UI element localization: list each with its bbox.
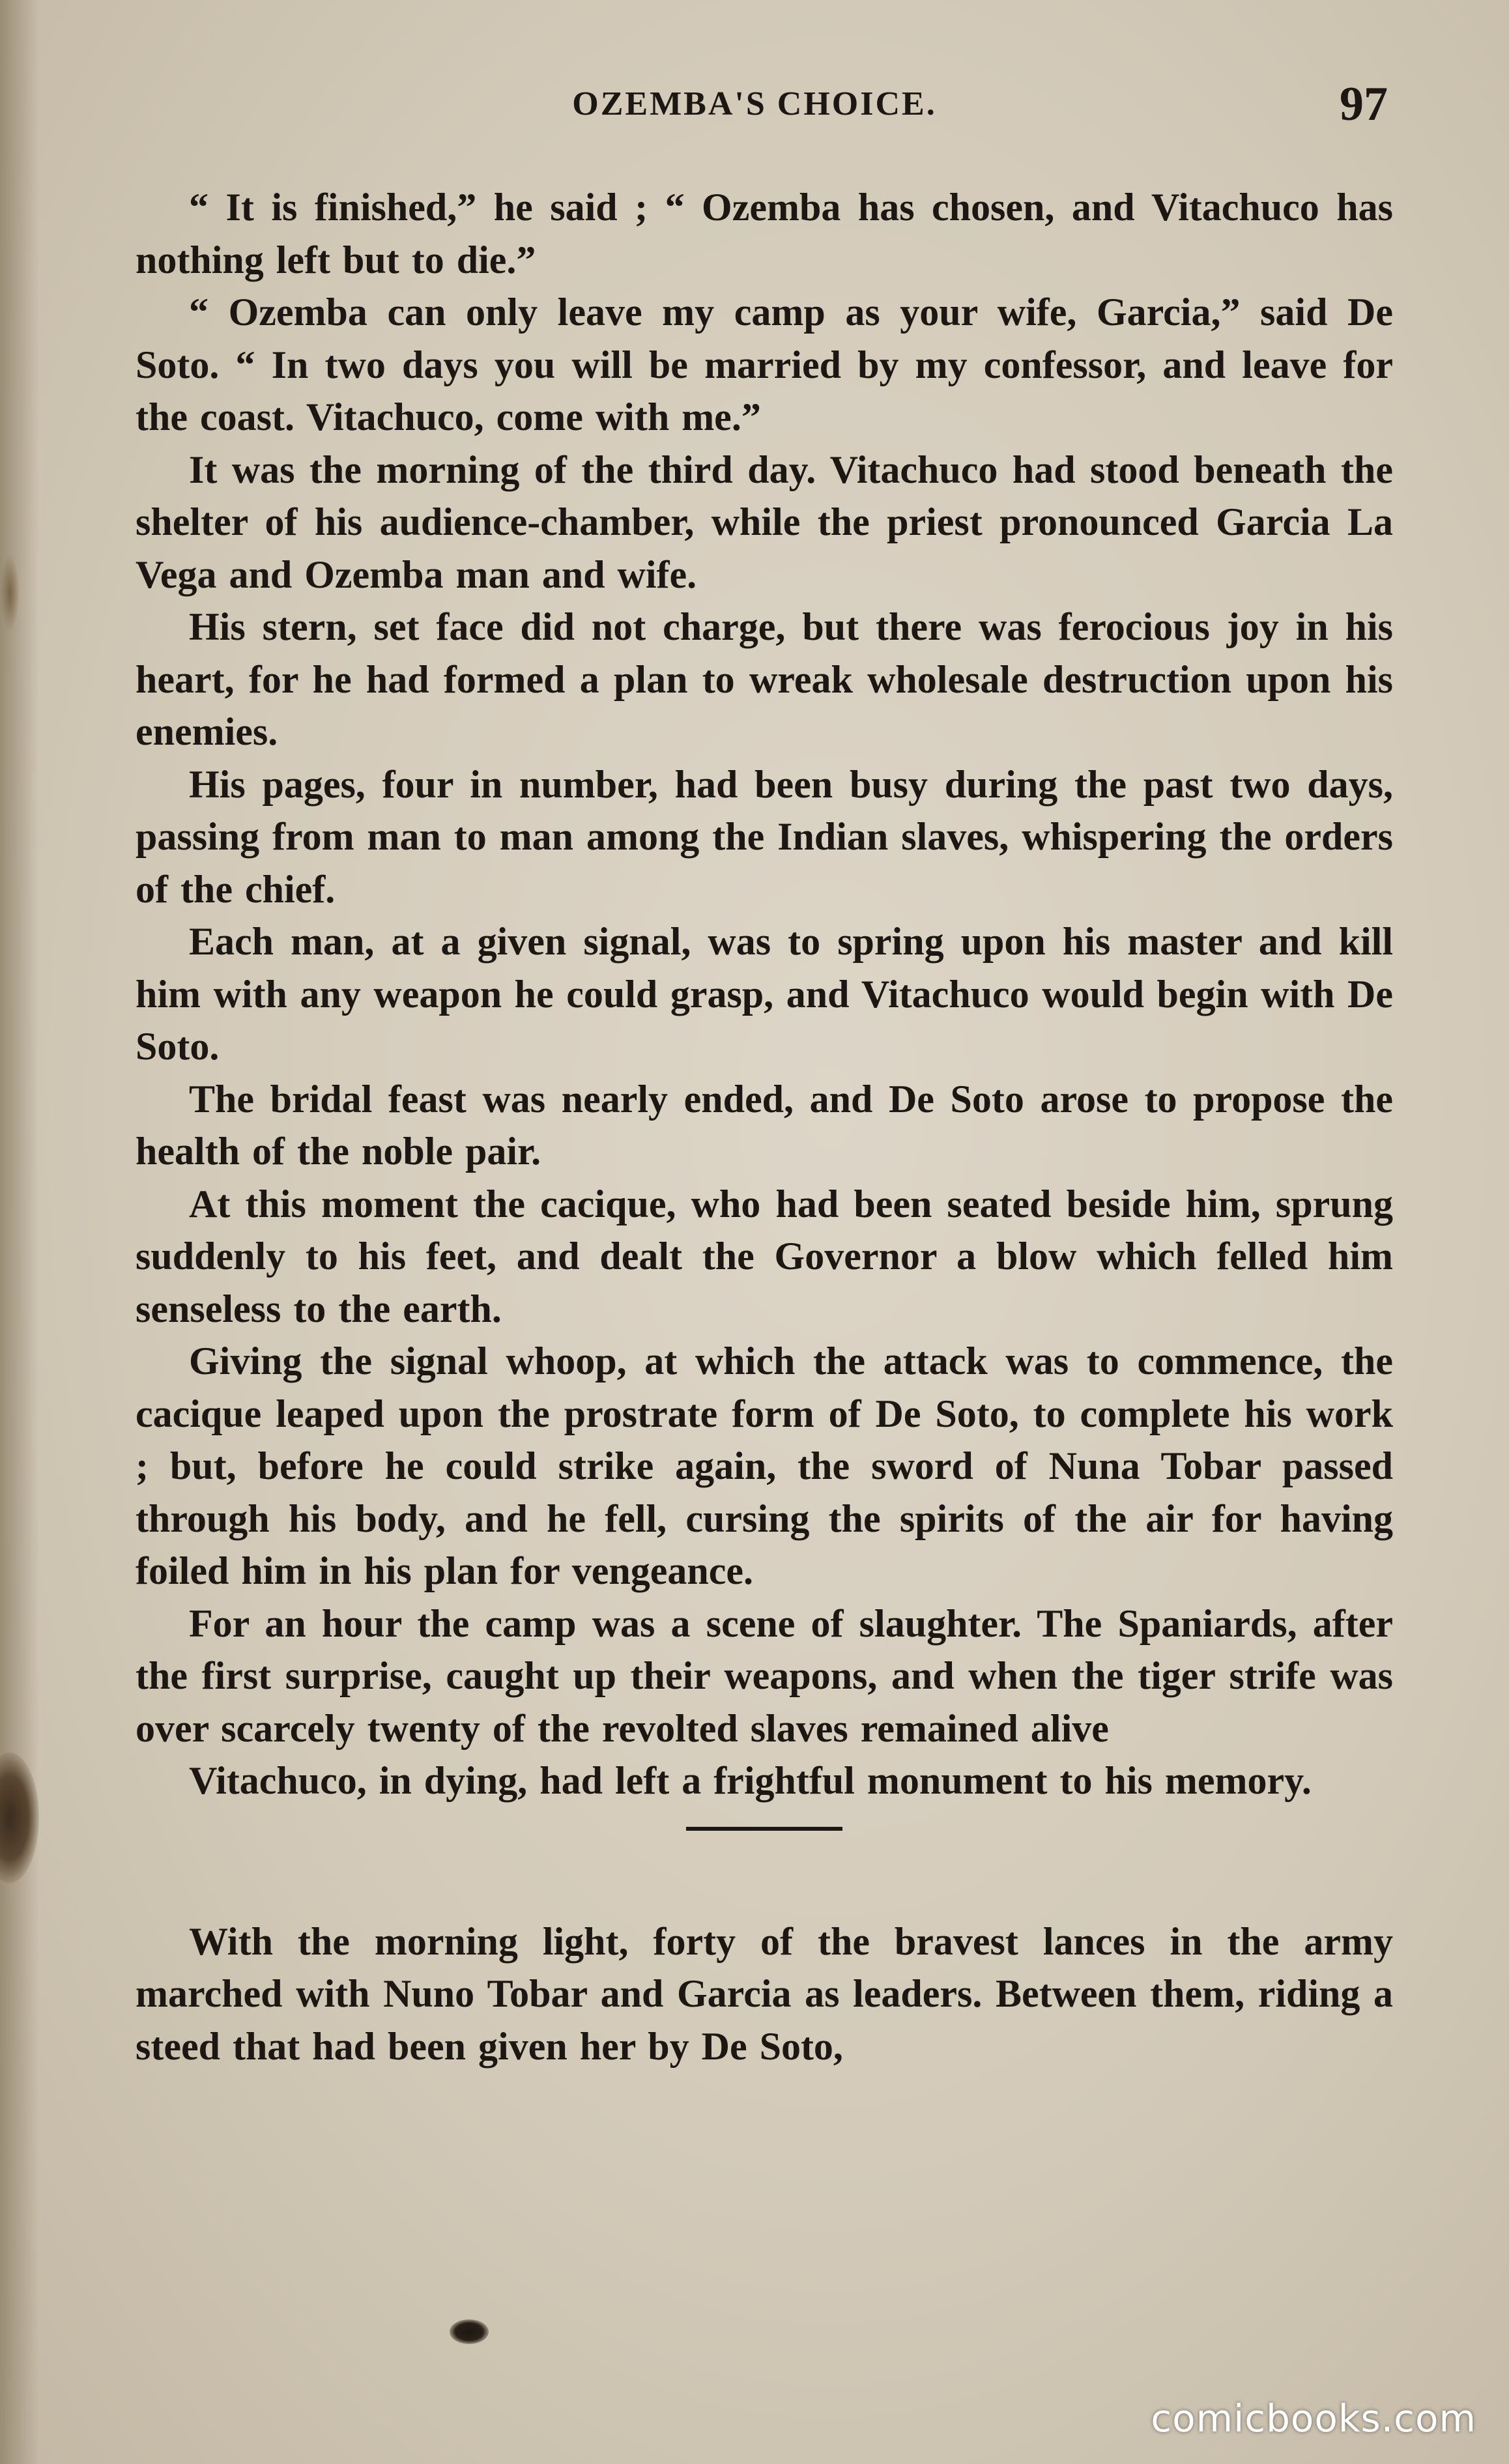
paragraph: With the morning light, forty of the bravest lances in the army marched with Nuno Tobar and Garcia as leaders. Between them, riding a steed that had been given her by De Soto, [136,1919,1393,2068]
paragraph: The bridal feast was nearly ended, and De Soto arose to propose the health of the noble pair. [136,1077,1393,1173]
paragraph: At this moment the cacique, who had been seated beside him, sprung suddenly to his feet, and dealt the Governor a blow which felled him senseless to the earth. [136,1182,1393,1330]
paragraph: It was the morning of the third day. Vitachuco had stood beneath the shelter of his audience-chamber, while the priest pronounced Garcia La Vega and Ozemba man and wife. [136,448,1393,596]
paragraph: For an hour the camp was a scene of slaughter. The Spaniards, after the first surprise, caught up their weapons, and when the tiger strife was over scarcely twenty of the revolted slaves remained alive [136,1601,1393,1750]
paragraph: “ Ozemba can only leave my camp as your wife, Garcia,” said De Soto. “ In two days you will be married by my confessor, and leave for the coast. Vitachuco, come with me.” [136,291,1393,438]
watermark: comicbooks.com [1151,2396,1476,2441]
paragraph: Vitachuco, in dying, had left a frightful monument to his memory. [189,1759,1312,1802]
page-number: 97 [1340,78,1388,131]
body-text [136,181,1393,2072]
section-divider [686,1827,842,1831]
running-head: OZEMBA'S CHOICE. [572,85,937,122]
paragraph: His stern, set face did not charge, but there was ferocious joy in his heart, for he had formed a plan to wreak wholesale destruction upon his enemies. [136,605,1393,753]
ink-blot [450,2319,489,2344]
paragraph: Each man, at a given signal, was to spring upon his master and kill him with any weapon he could grasp, and Vitachuco would begin with De Soto. [136,920,1393,1068]
paragraph: Giving the signal whoop, at which the attack was to commence, the cacique leaped upon the prostrate form of De Soto, to complete his work ; but, before he could strike again, the sword of Nuna Tobar passed through his body, and he fell, cursing the spirits of the air for having foiled him in his plan for vengeance. [136,1339,1393,1592]
paragraph: His pages, four in number, had been busy during the past two days, passing from man to man among the Indian slaves, whispering the orders of the chief. [136,762,1393,911]
page-edge-shadow [0,0,39,2464]
paragraph: “ It is finished,” he said ; “ Ozemba has chosen, and Vitachuco has nothing left but to die.” [136,186,1393,281]
page-stain [0,554,20,632]
